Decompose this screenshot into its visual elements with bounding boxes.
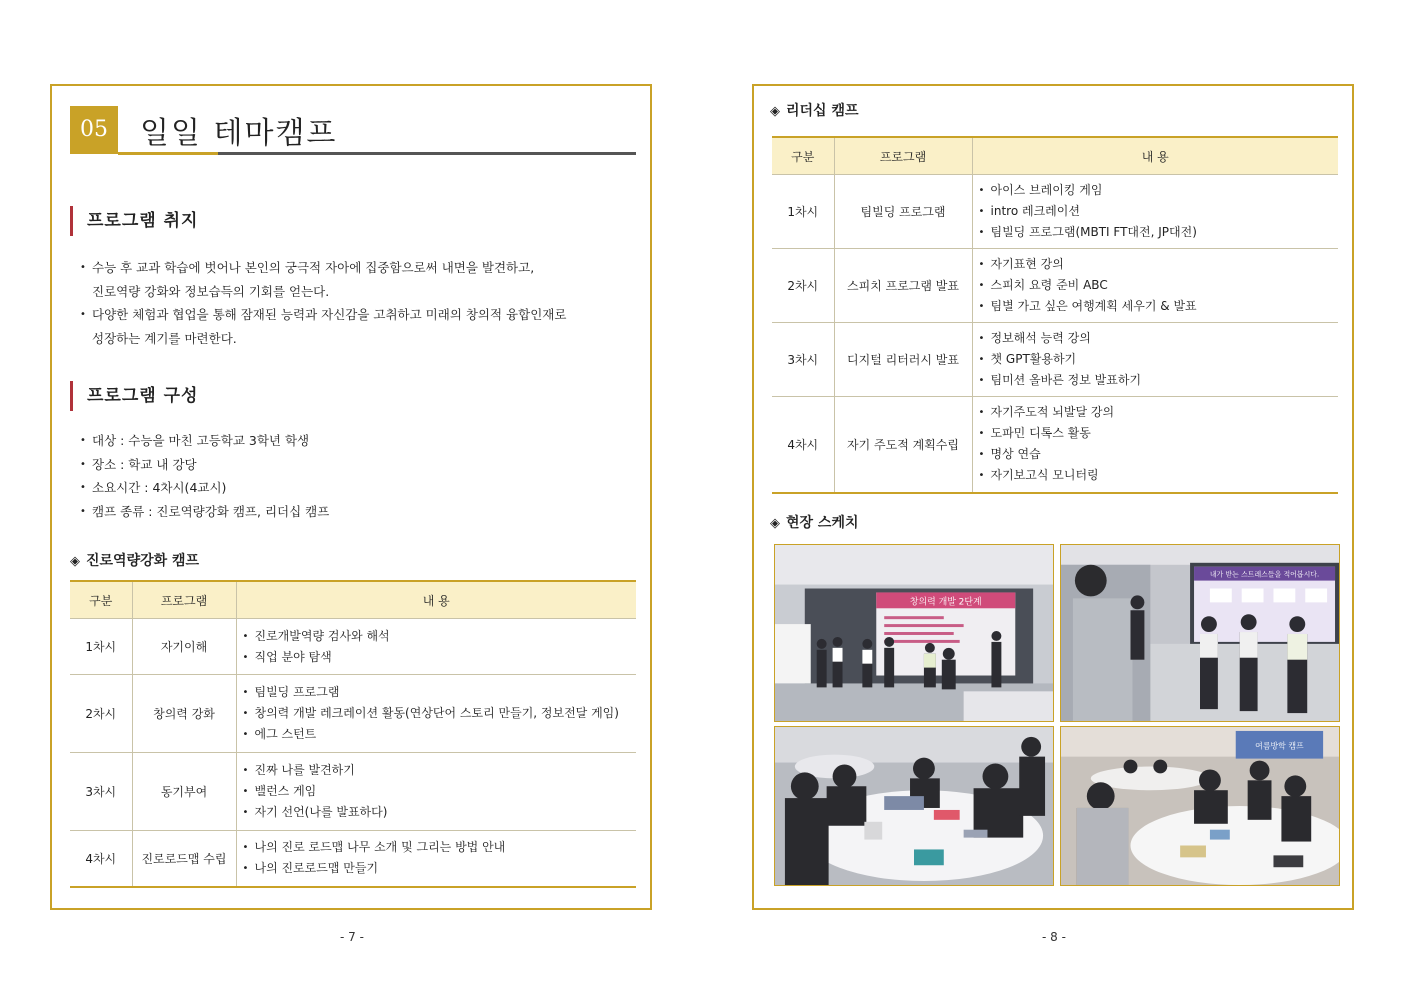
sketch-heading: [770, 512, 859, 532]
content-item: • 도파민 디톡스 활동: [979, 423, 1333, 444]
content-item: • 진짜 나를 발견하기: [243, 760, 631, 781]
content-cell: [972, 249, 1338, 323]
content-item: • 정보해석 능력 강의: [979, 328, 1333, 349]
page-number-left: - 7 -: [340, 930, 364, 944]
table-row: [772, 249, 1338, 323]
section-number: 05: [70, 106, 118, 154]
content-item: • 팀미션 올바른 정보 발표하기: [979, 370, 1333, 391]
program-cell: 진로로드맵 수립: [132, 831, 236, 887]
program-cell: 팀빌딩 프로그램: [834, 175, 972, 249]
purpose-line: 진로역량 강화와 정보습득의 기회를 얻는다.: [92, 283, 330, 299]
session-cell: 2차시: [70, 675, 132, 753]
session-cell: 1차시: [772, 175, 834, 249]
header-program: 프로그램: [834, 137, 972, 175]
content-item: • 자기주도적 뇌발달 강의: [979, 402, 1333, 423]
photo-group-table-1: [774, 726, 1054, 886]
content-item: • 밸런스 게임: [243, 781, 631, 802]
session-cell: 1차시: [70, 619, 132, 675]
purpose-line: 성장하는 계기를 마련한다.: [92, 330, 237, 346]
purpose-bullet: [80, 303, 630, 350]
section-underline-accent: [118, 152, 218, 155]
purpose-bullets: [80, 256, 630, 350]
structure-heading: 프로그램 구성: [70, 381, 198, 411]
table-row: [70, 753, 636, 831]
session-cell: 3차시: [772, 323, 834, 397]
header-content: 내 용: [972, 137, 1338, 175]
header-program: 프로그램: [132, 581, 236, 619]
content-item: • 자기 선언(나를 발표하다): [243, 802, 631, 823]
content-item: • 팀빌딩 프로그램(MBTI FT대전, JP대전): [979, 222, 1333, 243]
content-item: • 직업 분야 탐색: [243, 647, 631, 668]
program-cell: 스피치 프로그램 발표: [834, 249, 972, 323]
page-7: [50, 84, 652, 910]
program-cell: 자기이해: [132, 619, 236, 675]
content-cell: [236, 675, 636, 753]
section-header: [70, 104, 636, 158]
career-camp-heading-text: 진로역량강화 캠프: [86, 553, 200, 569]
program-cell: 동기부여: [132, 753, 236, 831]
content-item: • 팀빌딩 프로그램: [243, 682, 631, 703]
content-item: • 팀별 가고 싶은 여행계획 세우기 & 발표: [979, 296, 1333, 317]
career-camp-heading: [70, 550, 199, 570]
content-item: • 자기보고식 모니터링: [979, 465, 1333, 486]
session-cell: 2차시: [772, 249, 834, 323]
purpose-line: • 수능 후 교과 학습에 벗어나 본인의 궁극적 자아에 집중함으로써 내면을 발견하고,: [92, 260, 535, 275]
session-cell: 3차시: [70, 753, 132, 831]
structure-bullets: [80, 429, 630, 523]
content-item: • 창의력 개발 레크레이션 활동(연상단어 스토리 만들기, 정보전달 게임): [243, 703, 631, 724]
content-item: • 나의 진로 로드맵 나무 소개 및 그리는 방법 안내: [243, 837, 631, 858]
table-header-row: [70, 581, 636, 619]
table-row: [70, 675, 636, 753]
section-title: 일일 테마캠프: [140, 116, 338, 151]
structure-bullet: • 소요시간 : 4차시(4교시): [80, 476, 630, 500]
structure-bullet: • 캠프 종류 : 진로역량강화 캠프, 리더십 캠프: [80, 500, 630, 524]
program-cell: 창의력 강화: [132, 675, 236, 753]
structure-bullet: • 대상 : 수능을 마친 고등학교 3학년 학생: [80, 429, 630, 453]
session-cell: 4차시: [772, 397, 834, 493]
photo-lecture-stage: [774, 544, 1054, 722]
content-cell: [236, 831, 636, 887]
content-item: • 나의 진로로드맵 만들기: [243, 858, 631, 879]
content-item: • 아이스 브레이킹 게임: [979, 180, 1333, 201]
table-row: [772, 323, 1338, 397]
leadership-heading: [770, 100, 859, 120]
diamond-icon: ◈: [770, 104, 780, 119]
purpose-heading: 프로그램 취지: [70, 206, 198, 236]
content-cell: [236, 619, 636, 675]
photo-grid: [774, 544, 1340, 886]
leadership-table: [772, 136, 1338, 494]
slide2-title: 내가 받는 스트레스들을 적어봅시다.: [1209, 570, 1320, 579]
table-row: [772, 175, 1338, 249]
page-number-right: - 8 -: [1042, 930, 1066, 944]
content-cell: [972, 323, 1338, 397]
content-item: • 챗 GPT활용하기: [979, 349, 1333, 370]
program-cell: 자기 주도적 계획수립: [834, 397, 972, 493]
structure-bullet: • 장소 : 학교 내 강당: [80, 453, 630, 477]
career-camp-table: [70, 580, 636, 888]
content-item: • 스피치 요령 준비 ABC: [979, 275, 1333, 296]
table-row: [70, 619, 636, 675]
header-session: 구분: [70, 581, 132, 619]
diamond-icon: ◈: [770, 516, 780, 531]
banner-text: 여름방학 캠프: [1255, 741, 1304, 751]
content-cell: [972, 397, 1338, 493]
slide1-title: 창의력 개발 2단계: [909, 597, 982, 608]
table-row: [70, 831, 636, 887]
purpose-bullet: [80, 256, 630, 303]
page-8: [752, 84, 1354, 910]
table-header-row: [772, 137, 1338, 175]
content-item: • 자기표현 강의: [979, 254, 1333, 275]
content-item: • intro 레크레이션: [979, 201, 1333, 222]
content-cell: [236, 753, 636, 831]
session-cell: 4차시: [70, 831, 132, 887]
program-cell: 디지털 리터러시 발표: [834, 323, 972, 397]
content-item: • 진로개발역량 검사와 해석: [243, 626, 631, 647]
purpose-line: • 다양한 체험과 협업을 통해 잠재된 능력과 자신감을 고취하고 미래의 창의적 융합인재로: [92, 307, 567, 322]
table-row: [772, 397, 1338, 493]
content-item: • 명상 연습: [979, 444, 1333, 465]
diamond-icon: ◈: [70, 554, 80, 569]
photo-group-table-2: [1060, 726, 1340, 886]
content-item: • 에그 스턴트: [243, 724, 631, 745]
photo-stress-activity: [1060, 544, 1340, 722]
header-session: 구분: [772, 137, 834, 175]
leadership-heading-text: 리더십 캠프: [786, 103, 859, 119]
sketch-heading-text: 현장 스케치: [786, 515, 859, 531]
header-content: 내 용: [236, 581, 636, 619]
content-cell: [972, 175, 1338, 249]
